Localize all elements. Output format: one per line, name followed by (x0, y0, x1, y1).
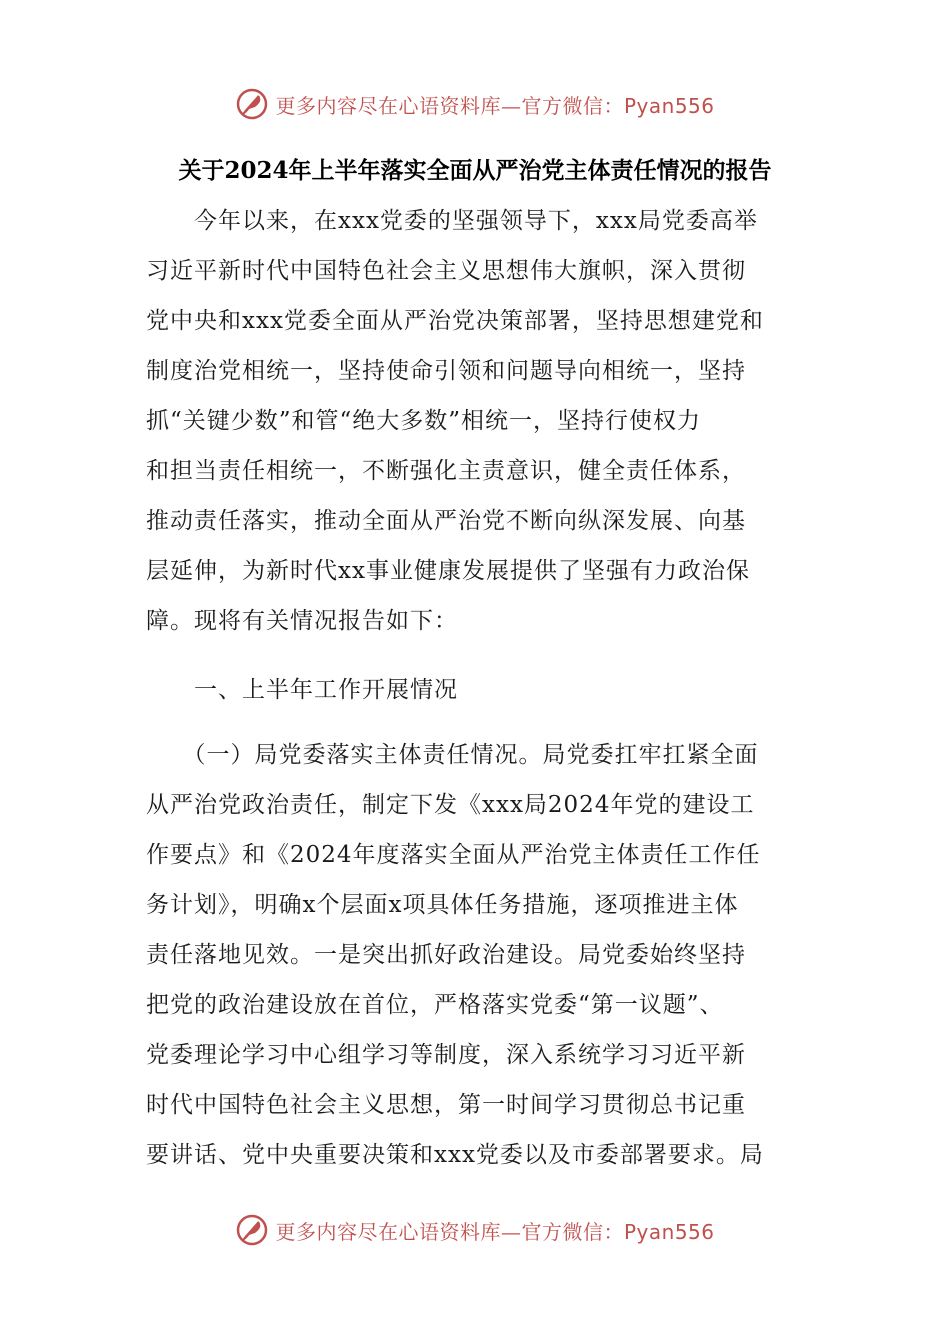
quill-logo-icon (235, 1213, 269, 1247)
section-heading (146, 665, 806, 715)
text-line: 把党的政治建设放在首位，严格落实党委“第一议题”、 (146, 992, 724, 1018)
text-line: 时代中国特色社会主义思想，第一时间学习贯彻总书记重 (146, 1092, 746, 1118)
watermark-code: Pyan556 (623, 1219, 715, 1244)
text-line: 从严治党政治责任，制定下发《xxx局2024年党的建设工 (146, 792, 755, 818)
text-line: 今年以来，在xxx党委的坚强领导下，xxx局党委高举 (146, 208, 758, 234)
footer-watermark (0, 1210, 950, 1250)
text-line: 障。现将有关情况报告如下： (146, 608, 458, 634)
text-line: （一）局党委落实主体责任情况。局党委扛牢扛紧全面 (146, 742, 759, 768)
quill-logo-icon (235, 87, 269, 121)
text-line: 层延伸，为新时代xx事业健康发展提供了坚强有力政治保 (146, 558, 750, 584)
text-line: 推动责任落实，推动全面从严治党不断向纵深发展、向基 (146, 508, 746, 534)
watermark-code: Pyan556 (623, 93, 715, 118)
watermark-text: 更多内容尽在心语资料库—官方微信： (275, 1219, 624, 1244)
watermark-text: 更多内容尽在心语资料库—官方微信： (275, 93, 624, 118)
paragraph-intro (146, 196, 806, 646)
text-line: 制度治党相统一，坚持使命引领和问题导向相统一，坚持 (146, 358, 746, 384)
text-line: 责任落地见效。一是突出抓好政治建设。局党委始终坚持 (146, 942, 746, 968)
text-line: 作要点》和《2024年度落实全面从严治党主体责任工作任 (146, 842, 761, 868)
document-title: 关于2024年上半年落实全面从严治党主体责任情况的报告 (178, 157, 772, 184)
text-line: 党中央和xxx党委全面从严治党决策部署，坚持思想建党和 (146, 308, 764, 334)
heading-text: 一、上半年工作开展情况 (146, 677, 458, 703)
header-watermark (0, 84, 950, 124)
text-line: 务计划》，明确x个层面x项具体任务措施，逐项推进主体 (146, 892, 739, 918)
text-line: 和担当责任相统一，不断强化主责意识，健全责任体系， (146, 458, 746, 484)
paragraph-section-1 (146, 730, 806, 1180)
text-line: 党委理论学习中心组学习等制度，深入系统学习习近平新 (146, 1042, 746, 1068)
text-line: 抓“关键少数”和管“绝大多数”相统一，坚持行使权力 (146, 408, 702, 434)
text-line: 要讲话、党中央重要决策和xxx党委以及市委部署要求。局 (146, 1142, 764, 1168)
text-line: 习近平新时代中国特色社会主义思想伟大旗帜，深入贯彻 (146, 258, 746, 284)
